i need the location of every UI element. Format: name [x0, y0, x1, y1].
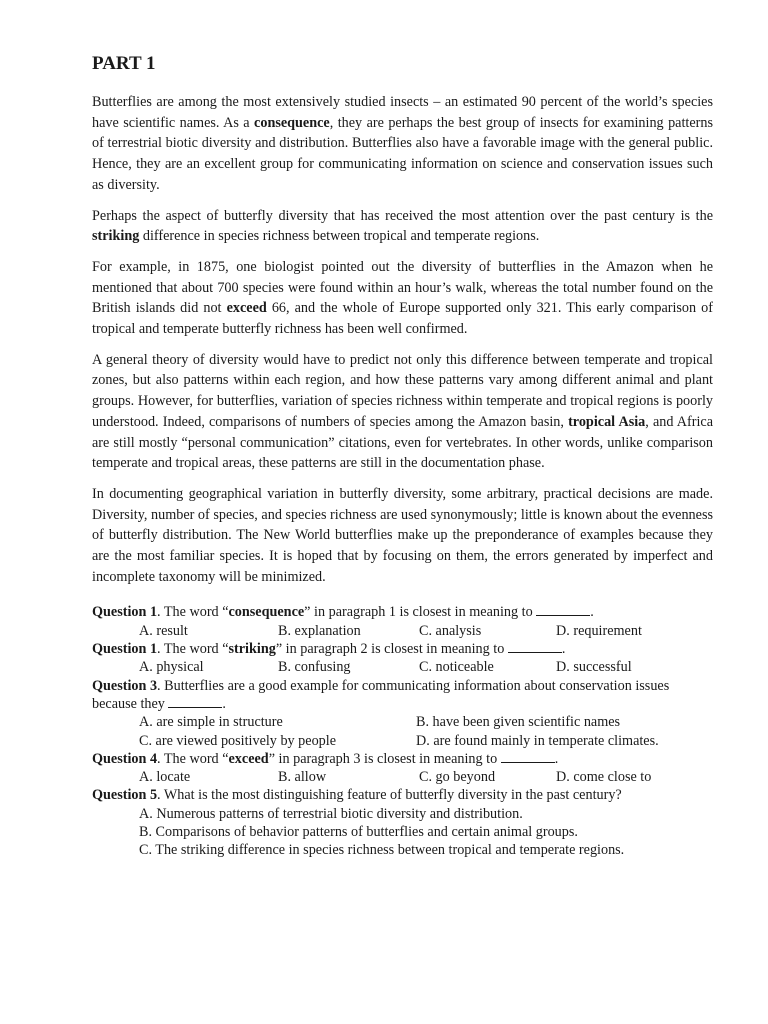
bold-term: exceed: [228, 750, 269, 767]
reading-passage: [92, 92, 713, 587]
question-number: Question 5: [92, 787, 158, 804]
question-stem-text: . Butterflies are a good example for communicating information about conservation issues because they: [92, 677, 670, 712]
answer-option: C. noticeable: [419, 659, 494, 676]
paragraph-1: [92, 92, 713, 196]
options-row: [139, 732, 713, 750]
options-row: [139, 713, 713, 731]
question-number: Question 3: [92, 677, 158, 694]
answer-option: D. come close to: [556, 769, 652, 786]
answer-option: B. allow: [278, 769, 327, 786]
paragraph-text: difference in species richness between tropical and temperate regions.: [139, 228, 540, 245]
question-stem-text: .: [590, 604, 594, 621]
answer-option: B. Comparisons of behavior patterns of butterflies and certain animal groups.: [139, 824, 578, 841]
question-block: [92, 786, 713, 859]
document-page: [92, 52, 713, 860]
options-row: [139, 658, 713, 676]
question-stem-text: . The word “: [157, 641, 229, 658]
question-stem-text: . The word “: [157, 750, 229, 767]
paragraph-text: , they are perhaps the best group of insects for examining patterns of terrestrial biotic diversity and distribution. Butterflies also have a favorable image with the general public. Hence, they are an excellent group for communicating information on science and conservation issues such as diversity.: [92, 114, 713, 193]
question-stem: [92, 750, 713, 768]
answer-option: B. confusing: [278, 659, 351, 676]
bold-term: tropical Asia: [568, 413, 646, 430]
answer-option: C. analysis: [419, 622, 482, 639]
paragraph-2: [92, 206, 713, 247]
question-stem: [92, 603, 713, 621]
question-block: [92, 750, 713, 787]
answer-option: A. locate: [139, 769, 191, 786]
answer-blank: [536, 603, 590, 616]
answer-option: A. result: [139, 622, 188, 639]
options-row: [139, 768, 713, 786]
answer-blank: [508, 640, 562, 653]
paragraph-text: In documenting geographical variation in butterfly diversity, some arbitrary, practical decisions are made. Diversity, number of species, and species richness are used synonymously; little is known about the evenness of butterfly distribution. The New World butterflies make up the preponderance of examples because they are the most familiar species. It is hoped that by focusing on them, the errors generated by imperfect and incomplete taxonomy will be minimized.: [92, 485, 713, 585]
question-stem-text: ” in paragraph 1 is closest in meaning to: [304, 604, 537, 621]
answer-blank: [168, 695, 222, 708]
bold-term: consequence: [254, 114, 330, 131]
question-stem: [92, 640, 713, 658]
answer-option: D. are found mainly in temperate climates.: [416, 732, 659, 749]
question-stem-text: .: [561, 641, 566, 658]
question-list: [92, 603, 713, 859]
question-number: Question 1: [92, 641, 158, 658]
question-number: Question 1: [92, 604, 158, 621]
answer-option: A. are simple in structure: [139, 714, 283, 731]
paragraph-4: [92, 350, 713, 474]
paragraph-3: [92, 257, 713, 340]
paragraph-text: , and Africa are still mostly “personal communication” citations, even for vertebrates. In other words, unlike comparison temperate and tropical areas, these patterns are still in the documentation phase.: [92, 413, 714, 472]
question-stem-text: . The word “: [157, 604, 229, 621]
bold-term: striking: [92, 228, 140, 245]
options-row: [139, 622, 713, 640]
question-number: Question 4: [92, 750, 158, 767]
question-stem-text: .: [554, 750, 559, 767]
question-stem-text: ” in paragraph 3 is closest in meaning to: [268, 750, 501, 767]
answer-option: D. requirement: [556, 622, 642, 639]
answer-option: C. are viewed positively by people: [139, 732, 336, 749]
question-stem-text: . What is the most distinguishing feature of butterfly diversity in the past century?: [157, 787, 622, 804]
part-title: PART 1: [92, 53, 156, 74]
paragraph-text: Butterflies are among the most extensively studied insects – an estimated 90 percent of the world’s species have scientific names. As a: [92, 94, 713, 131]
question-block: [92, 677, 713, 750]
bold-term: exceed: [226, 300, 267, 317]
question-stem-text: .: [222, 695, 226, 712]
answer-blank: [501, 750, 555, 763]
paragraph-text: A general theory of diversity would have to predict not only this difference between temperate and tropical zones, but also patterns within each region, and how these patterns vary among different animal and plant groups. However, for butterflies, variation of species richness within temperate and tropical regions is poorly understood. Indeed, comparisons of numbers of species among the Amazon basin,: [92, 351, 713, 430]
paragraph-5: [92, 484, 713, 588]
paragraph-text: 66, and the whole of Europe supported only 321. This early comparison of tropical and temperate butterfly richness has been well confirmed.: [92, 300, 713, 338]
question-stem: [92, 677, 713, 714]
answer-option: B. explanation: [278, 622, 361, 639]
question-block: [92, 640, 713, 677]
bold-term: consequence: [228, 604, 305, 621]
question-stem: [92, 786, 713, 804]
answer-option: B. have been given scientific names: [416, 714, 621, 731]
bold-term: striking: [228, 641, 276, 658]
question-block: [92, 603, 713, 640]
answer-option: D. successful: [556, 659, 632, 676]
answer-option: A. physical: [139, 659, 204, 676]
answer-option: A. Numerous patterns of terrestrial biotic diversity and distribution.: [139, 805, 523, 822]
paragraph-text: For example, in 1875, one biologist pointed out the diversity of butterflies in the Amazon when he mentioned that about 700 species were found within an hour’s walk, whereas the total number found on the British islands did not: [92, 258, 713, 317]
answer-option: C. go beyond: [419, 769, 496, 786]
paragraph-text: Perhaps the aspect of butterfly diversity that has received the most attention over the past century is the: [92, 207, 713, 224]
answer-option: C. The striking difference in species richness between tropical and temperate regions.: [139, 842, 625, 859]
question-stem-text: ” in paragraph 2 is closest in meaning to: [275, 641, 508, 658]
